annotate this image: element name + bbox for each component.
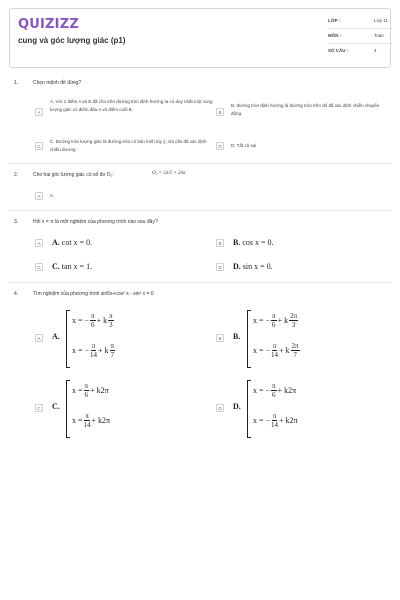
answer-option-text: A. Với 2 điểm A và B đã cho trên đường tròn định hướng ta có duy nhất một cung lượng giác có điểm đầu A và điểm cuối B. xyxy=(50,99,213,112)
answer-option-text: D. Tất cả sai xyxy=(231,143,257,148)
equation-system xyxy=(247,310,367,370)
question-number: 1. xyxy=(14,80,19,86)
question-divider xyxy=(9,210,391,211)
answer-option-text: C. Đường tròn lượng giác là đường tròn có bán kính tùy ý; chỉ cần đã xác định chiều dương. xyxy=(50,139,207,152)
option-label: A. xyxy=(52,332,60,341)
quizizz-logo: QUIZIZZ xyxy=(18,17,79,32)
system-bracket xyxy=(247,310,251,368)
equation-line: x = − $\frac{\pi}{6}$ + k $\frac{\pi}{3}$ xyxy=(72,312,113,329)
answer-letter-box[interactable]: D xyxy=(216,263,224,271)
option-formula: sin x = 0. xyxy=(242,262,273,271)
worksheet-title: cung và góc lượng giác (p1) xyxy=(18,36,126,45)
answer-letter-box[interactable]: B xyxy=(216,108,224,116)
equation-line: x = − $\frac{\pi}{14}$ + k2π xyxy=(253,412,298,429)
answer-letter-box[interactable]: D xyxy=(216,142,224,150)
meta-label-count: SỐ CÂU : xyxy=(328,48,349,53)
system-bracket xyxy=(247,380,251,438)
answer-option-text: B. đường tròn định hướng là đường tròn trên đó đã xác định chiều chuyển động. xyxy=(231,103,380,116)
answer-letter-box[interactable]: A xyxy=(35,192,43,200)
meta-divider xyxy=(328,28,392,29)
meta-value-count: 4 xyxy=(374,48,377,53)
equation-line: x = $\frac{\pi}{14}$ + k2π xyxy=(72,412,111,429)
equation-line: x = − $\frac{\pi}{14}$ + k $\frac{2\pi}{7}$ xyxy=(253,342,299,359)
answer-letter-box[interactable]: C xyxy=(35,142,43,150)
answer-option xyxy=(52,238,92,247)
question-divider xyxy=(9,163,391,164)
meta-value-class: Lớp 11 xyxy=(374,18,388,23)
option-label: B. xyxy=(233,238,241,247)
question-text: Chọn mệnh đề đúng? xyxy=(33,80,82,86)
answer-letter-box[interactable]: A xyxy=(35,334,43,342)
equation-system xyxy=(66,310,186,370)
option-label: B. xyxy=(233,332,241,341)
option-label: D. xyxy=(233,402,241,411)
system-bracket xyxy=(66,310,70,368)
equation-line: x = − $\frac{\pi}{14}$ + k $\frac{\pi}{7}$ xyxy=(72,342,115,359)
equation-system xyxy=(66,380,186,440)
equation-line: x = − $\frac{\pi}{6}$ + k $\frac{2\pi}{3}$ xyxy=(253,312,298,329)
worksheet-header xyxy=(9,8,391,68)
answer-letter-box[interactable]: B xyxy=(216,334,224,342)
meta-label-subject: MÔN : xyxy=(328,33,342,38)
question-divider xyxy=(9,282,391,283)
equation-line: x = $\frac{\pi}{6}$ + k2π xyxy=(72,382,109,399)
question-text: Cho hai góc lượng giác có số đo O₁: xyxy=(33,172,114,178)
option-formula: cot x = 0. xyxy=(61,238,93,247)
answer-letter-box[interactable]: A xyxy=(35,239,43,247)
option-label: C. xyxy=(52,402,60,411)
answer-option xyxy=(233,262,273,271)
system-bracket xyxy=(66,380,70,438)
option-label: D. xyxy=(233,262,241,271)
option-formula: cos x = 0. xyxy=(242,238,274,247)
answer-letter-box[interactable]: C xyxy=(35,404,43,412)
answer-letter-box[interactable]: B xyxy=(216,239,224,247)
option-label: C. xyxy=(52,262,60,271)
question-formula: O₂ = 5π/2 + 2nπ xyxy=(152,171,186,176)
meta-label-class: LỚP : xyxy=(328,18,341,23)
answer-letter-box[interactable]: C xyxy=(35,263,43,271)
equation-line: x = − $\frac{\pi}{6}$ + k2π xyxy=(253,382,297,399)
meta-value-subject: Toán xyxy=(374,33,384,38)
answer-option-text: A. xyxy=(50,193,55,198)
question-text: Hỏi x = π là một nghiệm của phương trình nào sau đây? xyxy=(33,219,158,225)
question-number: 4. xyxy=(14,291,19,297)
option-formula: tan x = 1. xyxy=(61,262,93,271)
question-text: Tìm nghiệm của phương trình sin5x+cos² x - sin² x = 0 xyxy=(33,291,154,297)
answer-option xyxy=(52,262,92,271)
question-number: 3. xyxy=(14,219,19,225)
answer-option xyxy=(233,238,274,247)
answer-letter-box[interactable]: D xyxy=(216,404,224,412)
equation-system xyxy=(247,380,367,440)
meta-divider xyxy=(328,43,392,44)
option-label: A. xyxy=(52,238,60,247)
answer-letter-box[interactable]: A xyxy=(35,108,43,116)
question-number: 2. xyxy=(14,172,19,178)
